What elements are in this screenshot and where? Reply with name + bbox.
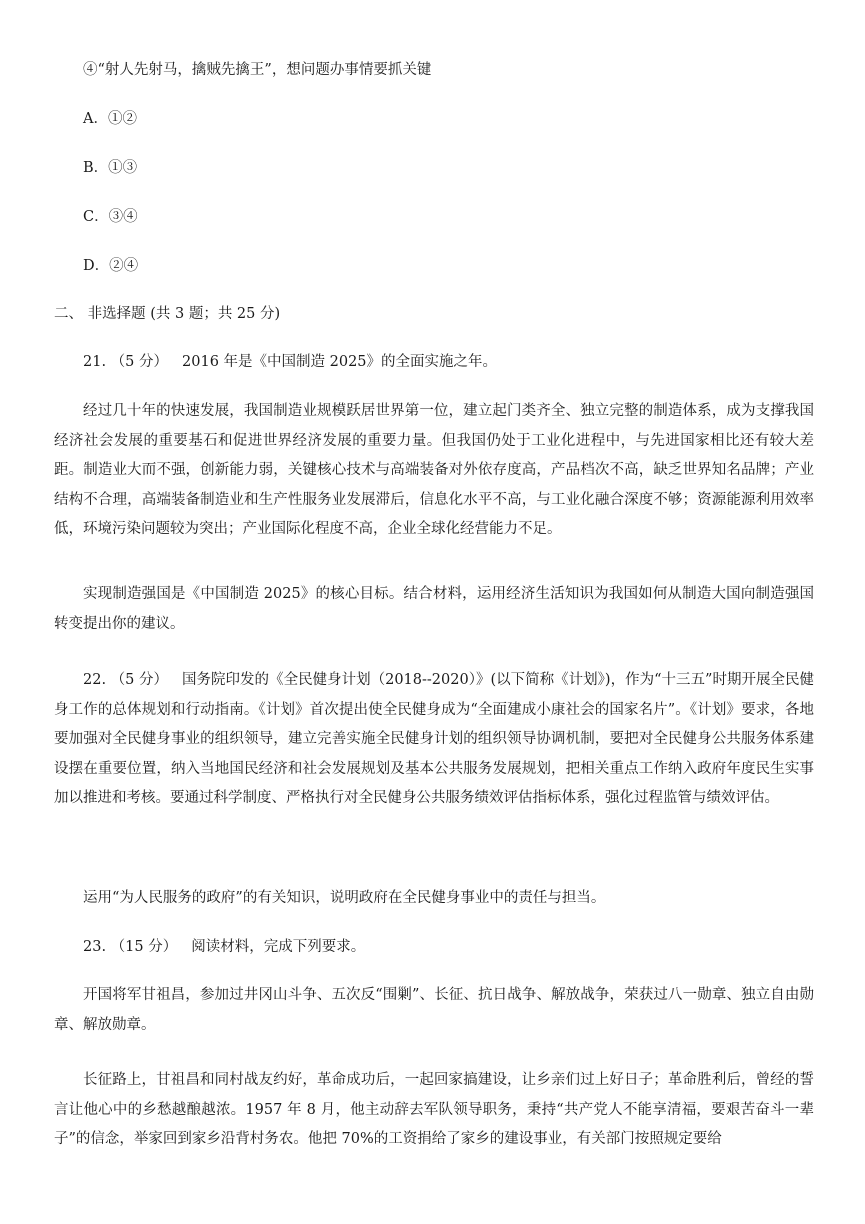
section-heading: 二、 非选择题 (共 3 题；共 25 分) (54, 306, 281, 322)
option-a-text: ①② (107, 111, 137, 127)
q22-number: 22. （5 分） (83, 672, 169, 688)
q23-paragraph-1: 开国将军甘祖昌，参加过井冈山斗争、五次反“围剿”、长征、抗日战争、解放战争，荣获过八一勋章、独立自由勋章、解放勋章。 (54, 987, 814, 1033)
option-b-letter: B． (83, 160, 109, 176)
option-c-text: ③④ (108, 209, 138, 225)
q22-question: 运用“为人民服务的政府”的有关知识，说明政府在全民健身事业中的责任与担当。 (83, 890, 606, 906)
option-a-letter: A． (83, 111, 108, 127)
option-a[interactable] (83, 109, 137, 129)
q21-header (83, 352, 497, 372)
statement-4: ④“射人先射马，擒贼先擒王”，想问题办事情要抓关键 (83, 62, 432, 78)
option-b[interactable] (83, 158, 137, 178)
option-d[interactable] (83, 256, 138, 276)
option-b-text: ①③ (108, 160, 138, 176)
q22-text: 国务院印发的《全民健身计划（2018--2020）》(以下简称《计划》)，作为“十三五”时期开展全民健身工作的总体规划和行动指南。《计划》首次提出使全民健身成为“全面建成小康社会的国家名片”。《计划》要求，各地要加强对全民健身事业的组织领导，建立完善实施全民健身计划的组织领导协调机制，要把对全民健身公共服务体系建设摆在重要位置，纳入当地国民经济和社会发展规划及基本公共服务发展规划，把相关重点工作纳入政府年度民生实事加以推进和考核。要通过科学制度、严格执行对全民健身公共服务绩效评估指标体系，强化过程监管与绩效评估。 (54, 672, 814, 806)
q21-number: 21. （5 分） (83, 354, 169, 370)
option-c-letter: C． (83, 209, 109, 225)
option-d-letter: D． (83, 258, 110, 274)
q23-header (83, 937, 365, 957)
q23-paragraph-2: 长征路上，甘祖昌和同村战友约好，革命成功后，一起回家搞建设，让乡亲们过上好日子；革命胜利后，曾经的誓言让他心中的乡愁越酿越浓。1957 年 8 月，他主动辞去军队领导职务，秉持“共产党人不能享清福，要艰苦奋斗一辈子”的信念，举家回到家乡沿背村务农。他把 70%的工资捐给了家乡的建设事业，有关部门按照规定要给 (54, 1072, 814, 1147)
q21-material: 经过几十年的快速发展，我国制造业规模跃居世界第一位，建立起门类齐全、独立完整的制造体系，成为支撑我国经济社会发展的重要基石和促进世界经济发展的重要力量。但我国仍处于工业化进程中，与先进国家相比还有较大差距。制造业大而不强，创新能力弱，关键核心技术与高端装备对外依存度高，产品档次不高，缺乏世界知名品牌；产业结构不合理，高端装备制造业和生产性服务业发展滞后，信息化水平不高，与工业化融合深度不够；资源能源利用效率低，环境污染问题较为突出；产业国际化程度不高，企业全球化经营能力不足。 (54, 403, 814, 537)
q22-material (54, 666, 814, 814)
q23-stem: 阅读材料，完成下列要求。 (191, 939, 366, 955)
option-c[interactable] (83, 207, 138, 227)
q21-stem: 2016 年是《中国制造 2025》的全面实施之年。 (182, 354, 498, 370)
option-d-text: ②④ (109, 258, 139, 274)
q23-number: 23. （15 分） (83, 939, 178, 955)
q21-question: 实现制造强国是《中国制造 2025》的核心目标。结合材料，运用经济生活知识为我国如何从制造大国向制造强国转变提出你的建议。 (54, 586, 814, 632)
